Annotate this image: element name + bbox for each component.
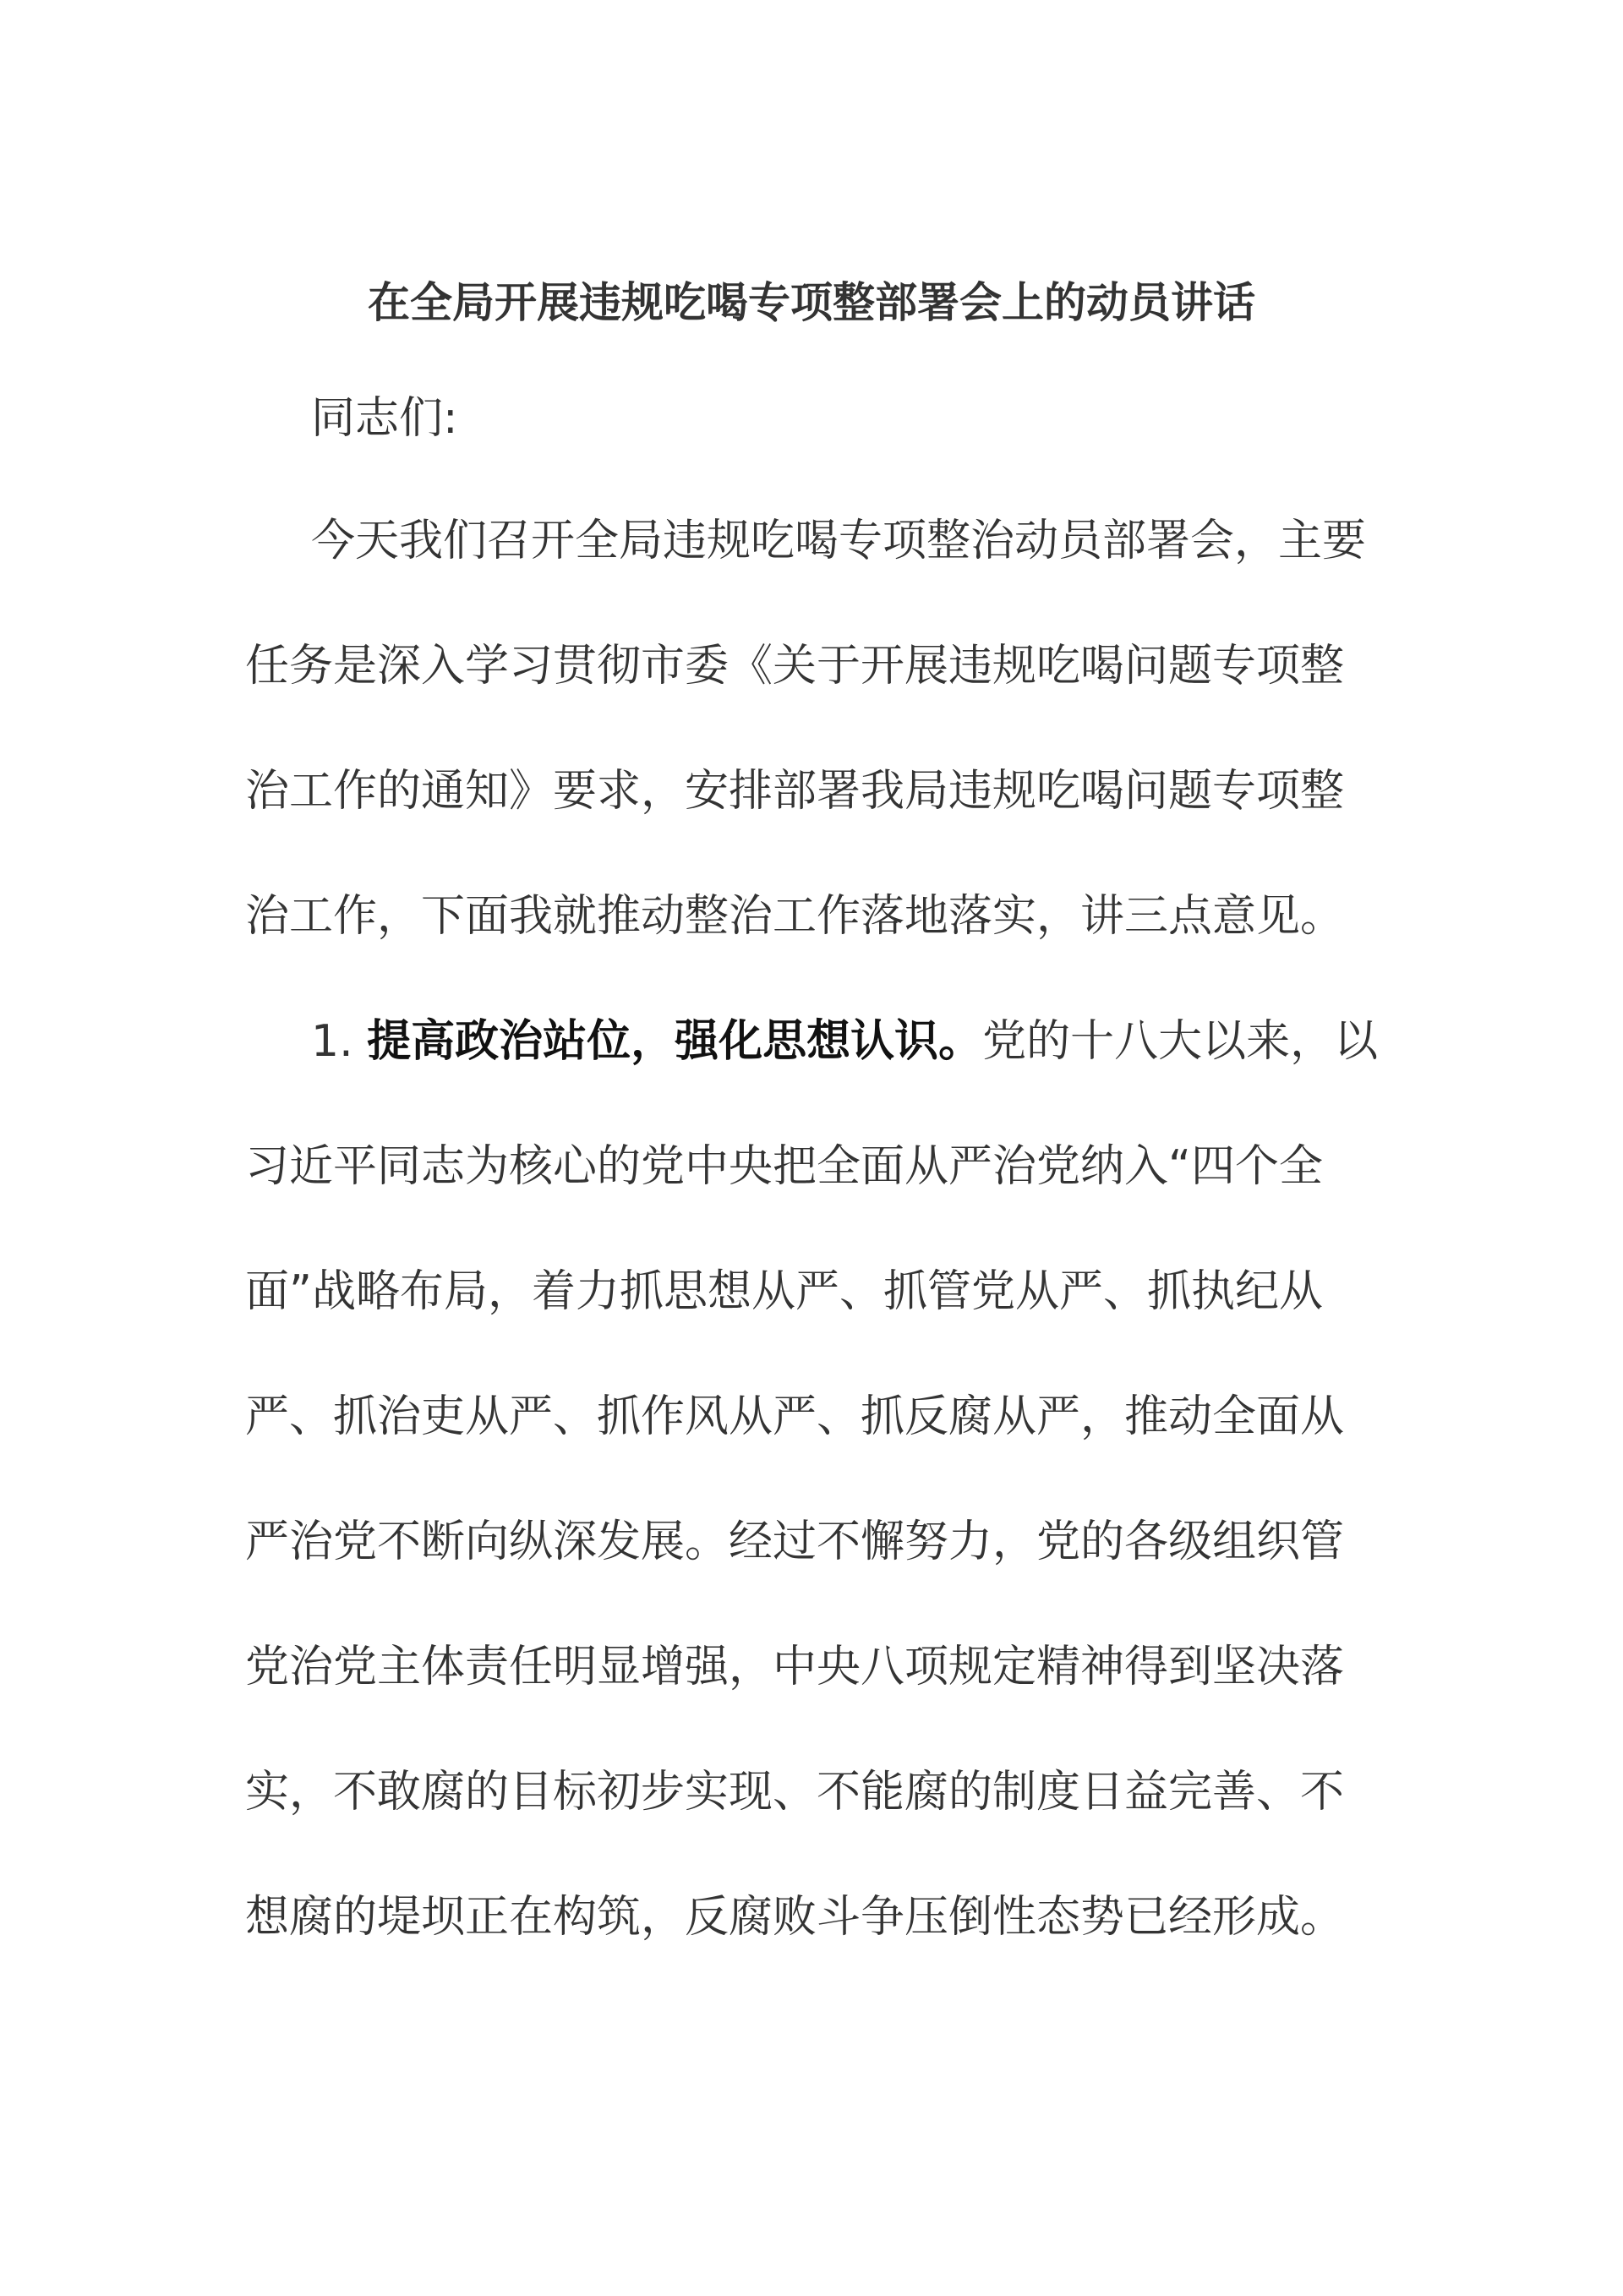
intro-line-2: 任务是深入学习贯彻市委《关于开展违规吃喝问题专项整	[245, 641, 1345, 692]
section-1-line-6: 党治党主体责任明显增强，中央八项规定精神得到坚决落	[245, 1642, 1345, 1692]
section-1-first-line-rest: 党的十八大以来，以	[982, 1016, 1379, 1067]
document-title: 在全局开展违规吃喝专项整部署会上的动员讲话	[368, 278, 1255, 327]
section-1-line-3: 面”战略布局，着力抓思想从严、抓管党从严、抓执纪从	[245, 1266, 1323, 1317]
intro-line-3: 治工作的通知》要求，安排部署我局违规吃喝问题专项整	[245, 766, 1345, 817]
section-1-line-5: 严治党不断向纵深发展。经过不懈努力，党的各级组织管	[245, 1517, 1345, 1567]
section-1-number: 1.	[311, 1016, 353, 1067]
salutation: 同志们:	[311, 393, 458, 444]
section-1-line-2: 习近平同志为核心的党中央把全面从严治党纳入“四个全	[245, 1141, 1323, 1192]
section-1-heading: 提高政治站位，强化思想认识。	[367, 1016, 983, 1067]
intro-line-1: 今天我们召开全局违规吃喝专项整治动员部署会，主要	[311, 516, 1367, 566]
section-1-first-line	[311, 1008, 1386, 1075]
section-1-line-8: 想腐的堤坝正在构筑，反腐败斗争压倒性态势已经形成。	[245, 1892, 1345, 1943]
section-1-line-7: 实，不敢腐的目标初步实现、不能腐的制度日益完善、不	[245, 1767, 1345, 1818]
section-1-line-4: 严、抓治吏从严、抓作风从严、抓反腐从严，推动全面从	[245, 1391, 1345, 1442]
intro-line-4: 治工作，下面我就推动整治工作落地落实，讲三点意见。	[245, 891, 1345, 942]
